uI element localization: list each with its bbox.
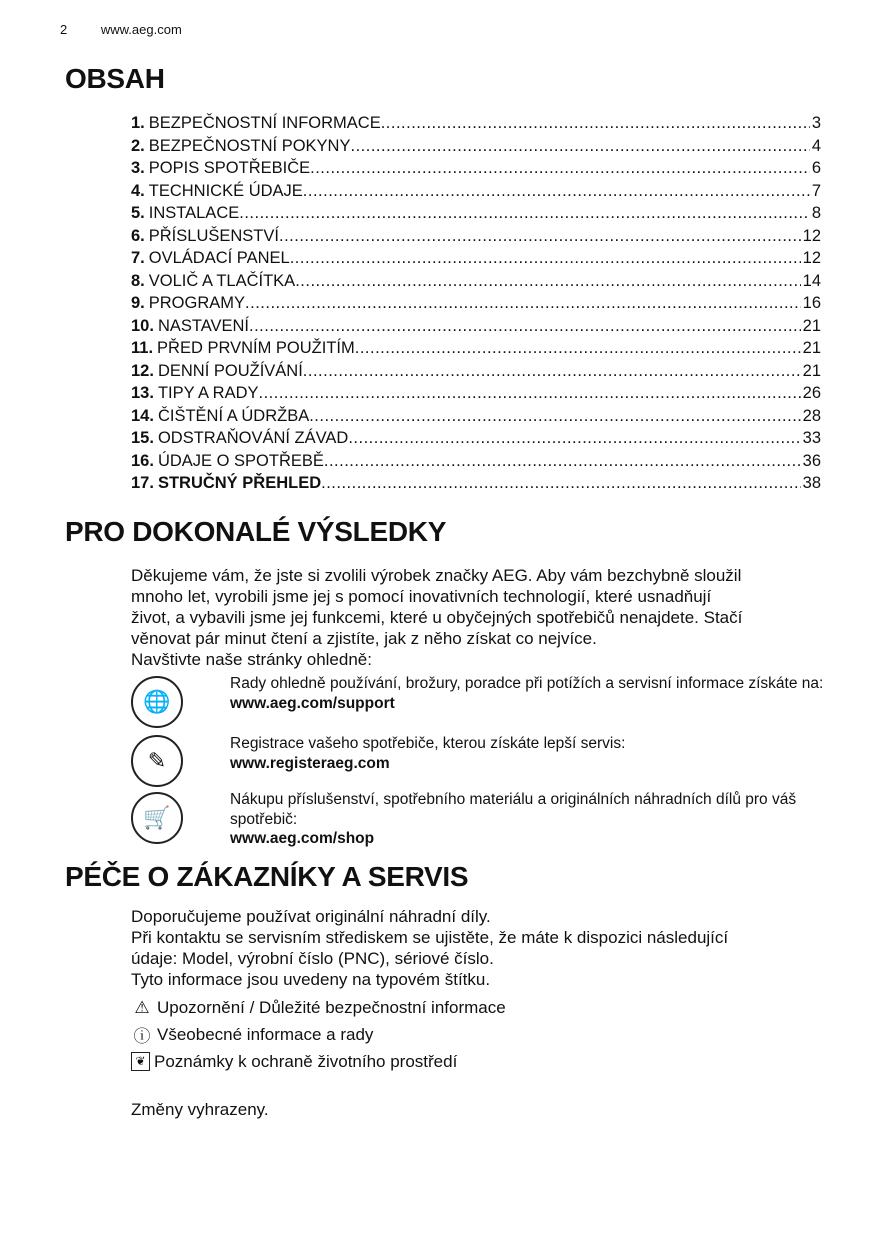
footer-note: Změny vyhrazeny.	[131, 1100, 269, 1119]
results-intro	[131, 565, 831, 670]
info-icon: ⓘ	[133, 1027, 151, 1046]
toc-label: PŘÍSLUŠENSTVÍ	[148, 226, 279, 245]
toc-entry[interactable]	[131, 180, 821, 203]
toc-leader	[259, 382, 801, 405]
toc-title: OBSAH	[65, 63, 165, 94]
toc-page: 33	[802, 429, 821, 447]
results-title: PRO DOKONALÉ VÝSLEDKY	[65, 516, 447, 547]
toc-label: TIPY A RADY	[157, 384, 259, 402]
toc-number: 2.	[131, 136, 145, 155]
toc-entry[interactable]	[131, 382, 821, 405]
toc-leader	[279, 225, 801, 248]
toc-leader	[350, 135, 809, 158]
toc-number: 15.	[131, 429, 154, 447]
toc-page: 36	[802, 451, 821, 470]
service-text: Registrace vašeho spotřebiče, kterou získáte lepší servis:	[230, 735, 626, 752]
symbol-legend	[131, 994, 506, 1075]
toc-page: 6	[811, 159, 821, 177]
toc-number: 10.	[131, 316, 154, 335]
toc-leader	[290, 247, 801, 270]
warning-icon: ⚠	[134, 997, 150, 1017]
toc-number: 11.	[131, 339, 154, 357]
text-line: Při kontaktu se servisním střediskem se ujistěte, že máte k dispozici následující	[131, 928, 729, 947]
cart-icon: 🛒	[131, 792, 183, 844]
toc-label: DENNÍ POUŽÍVÁNÍ	[157, 361, 303, 380]
toc-number: 9.	[131, 294, 145, 312]
toc-number: 3.	[131, 159, 145, 177]
toc-number: 6.	[131, 226, 145, 245]
page-header	[60, 22, 212, 37]
text-line: Doporučujeme používat originální náhradní díly.	[131, 907, 491, 926]
toc-entry[interactable]	[131, 292, 821, 315]
toc-number: 13.	[131, 384, 154, 402]
toc-leader	[303, 180, 810, 203]
toc-label: PROGRAMY	[148, 294, 246, 312]
toc-page: 21	[802, 316, 821, 335]
toc-entry[interactable]	[131, 225, 821, 248]
toc-label: ČIŠTĚNÍ A ÚDRŽBA	[157, 406, 310, 425]
toc-entry[interactable]	[131, 157, 821, 180]
toc-entry[interactable]	[131, 315, 821, 338]
toc-page: 8	[811, 204, 821, 222]
toc-entry[interactable]	[131, 202, 821, 225]
toc-page: 28	[802, 406, 821, 425]
toc-entry[interactable]	[131, 135, 821, 158]
toc-label: OVLÁDACÍ PANEL	[148, 249, 290, 267]
page-number: 2	[60, 22, 68, 37]
toc-label: STRUČNÝ PŘEHLED	[157, 474, 322, 492]
toc-number: 8.	[131, 271, 145, 290]
toc-entry[interactable]	[131, 112, 821, 135]
toc-entry[interactable]	[131, 427, 821, 450]
text-line: údaje: Model, výrobní číslo (PNC), sériové číslo.	[131, 949, 494, 968]
text-line: Tyto informace jsou uvedeny na typovém štítku.	[131, 970, 491, 989]
toc-page: 4	[811, 136, 821, 155]
support-link[interactable]: www.aeg.com/support	[230, 694, 395, 712]
toc-page: 16	[802, 294, 821, 312]
toc-leader	[321, 472, 801, 495]
text-line: Děkujeme vám, že jste si zvolili výrobek značky AEG. Aby vám bezchybně sloužil	[131, 566, 742, 585]
toc-leader	[324, 450, 801, 473]
text-line: život, a vybavili jsme jej funkcemi, které u obyčejných spotřebičů nenajdete. Stačí	[131, 608, 743, 627]
shop-link[interactable]: www.aeg.com/shop	[230, 830, 375, 847]
service-intro	[131, 906, 831, 990]
toc-page: 7	[811, 181, 821, 200]
toc-label: VOLIČ A TLAČÍTKA	[148, 271, 296, 290]
toc-label: ÚDAJE O SPOTŘEBĚ	[157, 451, 324, 470]
toc-leader	[309, 405, 800, 428]
toc-leader	[245, 292, 801, 315]
toc-label: INSTALACE	[148, 204, 240, 222]
toc-number: 14.	[131, 406, 154, 425]
toc-label: ODSTRAŇOVÁNÍ ZÁVAD	[157, 429, 349, 447]
toc-page: 12	[802, 226, 821, 245]
toc-label: TECHNICKÉ ÚDAJE	[148, 181, 303, 200]
toc-entry[interactable]	[131, 247, 821, 270]
leaf-icon: ❦	[131, 1052, 150, 1071]
toc-entry[interactable]	[131, 270, 821, 293]
toc-number: 17.	[131, 474, 154, 492]
toc-entry[interactable]	[131, 360, 821, 383]
toc-page: 12	[802, 249, 821, 267]
toc-page: 26	[802, 384, 821, 402]
toc-number: 12.	[131, 361, 154, 380]
service-support	[230, 674, 830, 713]
toc-page: 3	[811, 114, 821, 132]
toc-label: BEZPEČNOSTNÍ INFORMACE	[148, 114, 381, 132]
toc-number: 4.	[131, 181, 145, 200]
legend-label: Upozornění / Důležité bezpečnostní informace	[157, 997, 506, 1017]
toc-leader	[239, 202, 810, 225]
service-title: PÉČE O ZÁKAZNÍKY A SERVIS	[65, 861, 469, 892]
toc-page: 21	[802, 339, 821, 357]
toc-leader	[348, 427, 800, 450]
site-url: www.aeg.com	[100, 22, 182, 37]
toc-number: 1.	[131, 114, 145, 132]
toc-leader	[303, 360, 801, 383]
service-text: Nákupu příslušenství, spotřebního materiálu a originálních náhradních dílů pro váš spotřebič:	[230, 791, 797, 828]
toc-number: 7.	[131, 249, 145, 267]
toc-label: PŘED PRVNÍM POUŽITÍM	[157, 339, 355, 357]
table-of-contents	[131, 112, 821, 495]
toc-label: POPIS SPOTŘEBIČE	[148, 159, 311, 177]
toc-leader	[249, 315, 801, 338]
text-line: věnovat pár minut čtení a zjistíte, jak z něho získat co nejvíce.	[131, 629, 597, 648]
toc-entry[interactable]	[131, 405, 821, 428]
toc-leader	[355, 337, 801, 360]
toc-page: 21	[802, 361, 821, 380]
toc-label: NASTAVENÍ	[157, 316, 250, 335]
toc-page: 38	[802, 474, 821, 492]
legend-label: Všeobecné informace a rady	[157, 1024, 374, 1044]
toc-leader	[381, 112, 810, 135]
toc-entry[interactable]	[131, 337, 821, 360]
toc-label: BEZPEČNOSTNÍ POKYNY	[148, 136, 351, 155]
toc-leader	[295, 270, 800, 293]
globe-icon: 🌐	[131, 676, 183, 728]
registration-icon: ✎	[131, 735, 183, 787]
service-register	[230, 734, 830, 773]
toc-entry[interactable]	[131, 450, 821, 473]
toc-page: 14	[802, 271, 821, 290]
text-line: Navštivte naše stránky ohledně:	[131, 650, 372, 669]
text-line: mnoho let, vyrobili jsme jej s pomocí inovativních technologií, které usnadňují	[131, 587, 712, 606]
register-link[interactable]: www.registeraeg.com	[230, 754, 390, 772]
toc-number: 16.	[131, 451, 154, 470]
toc-number: 5.	[131, 204, 145, 222]
toc-entry[interactable]	[131, 472, 821, 495]
service-text: Rady ohledně používání, brožury, poradce při potížích a servisní informace získáte na:	[230, 675, 824, 692]
legend-label: Poznámky k ochraně životního prostředí	[154, 1051, 458, 1071]
service-shop	[230, 790, 830, 849]
toc-leader	[310, 157, 810, 180]
